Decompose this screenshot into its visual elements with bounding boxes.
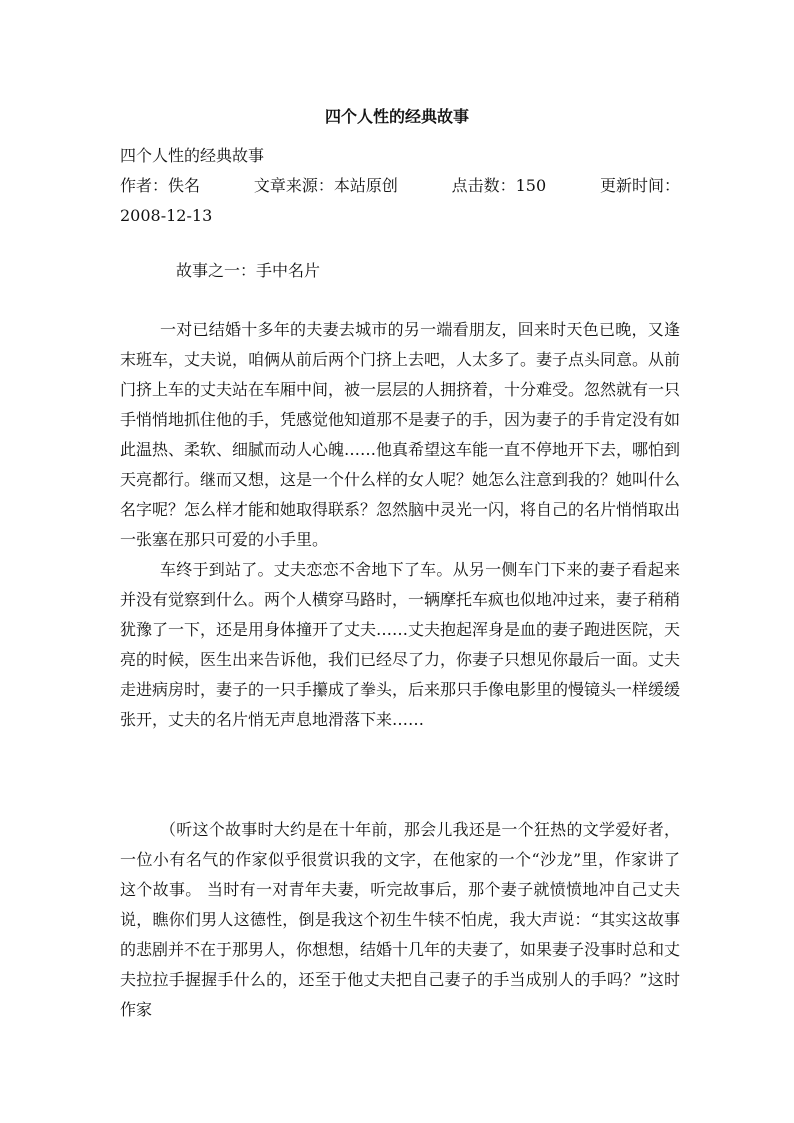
paragraph: （听这个故事时大约是在十年前，那会儿我还是一个狂热的文学爱好者，一位小有名气的作家似乎很赏识我的文字，在他家的一个“沙龙”里，作家讲了这个故事。 当时有一对青年夫妻，听完故事后，那个妻子就愤愤地冲自己丈夫说，瞧你们男人这德性，倒是我这个初生牛犊不怕虎，我大声说：“其实这故事的悲剧并不在于那男人，你想想，结婚十几年的夫妻了，如果妻子没事时总和丈夫拉拉手握握手什么的，还至于他丈夫把自己妻子的手当成别人的手吗？”这时作家 [120, 820, 681, 1019]
paragraph: 一对已结婚十多年的夫妻去城市的另一端看朋友，回来时天色已晚，又逢末班车，丈夫说，咱俩从前后两个门挤上去吧，人太多了。妻子点头同意。从前门挤上车的丈夫站在车厢中间，被一层层的人拥挤着，十分难受。忽然就有一只手悄悄地抓住他的手，凭感觉他知道那不是妻子的手，因为妻子的手肯定没有如此温热、柔软、细腻而动人心魄……他真希望这车能一直不停地开下去，哪怕到天亮都行。继而又想，这是一个什么样的女人呢？她怎么注意到我的？她叫什么名字呢？怎么样才能和她取得联系？忽然脑中灵光一闪，将自己的名片悄悄取出一张塞在那只可爱的小手里。 [120, 320, 681, 549]
story-title: 故事之一：手中名片 [176, 261, 321, 280]
article-meta [120, 175, 680, 227]
meta-clicks: 点击数：150 [451, 176, 547, 195]
story-commentary [120, 815, 680, 1025]
article-heading: 四个人性的经典故事 [120, 146, 265, 165]
meta-row [120, 175, 680, 197]
meta-author: 作者：佚名 [120, 176, 201, 195]
meta-updated-date: 2008-12-13 [120, 206, 213, 225]
meta-updated-label: 更新时间： [599, 176, 680, 195]
story-body [120, 315, 680, 735]
meta-source: 文章来源：本站原创 [253, 176, 398, 195]
document-title: 四个人性的经典故事 [324, 107, 469, 126]
paragraph: 车终于到站了。丈夫恋恋不舍地下了车。从另一侧车门下来的妻子看起来并没有觉察到什么。两个人横穿马路时，一辆摩托车疯也似地冲过来，妻子稍稍犹豫了一下，还是用身体撞开了丈夫……丈夫抱起浑身是血的妻子跑进医院，天亮的时候，医生出来告诉他，我们已经尽了力，你妻子只想见你最后一面。丈夫走进病房时，妻子的一只手攥成了拳头，后来那只手像电影里的慢镜头一样缓缓张开，丈夫的名片悄无声息地滑落下来…… [120, 560, 681, 729]
